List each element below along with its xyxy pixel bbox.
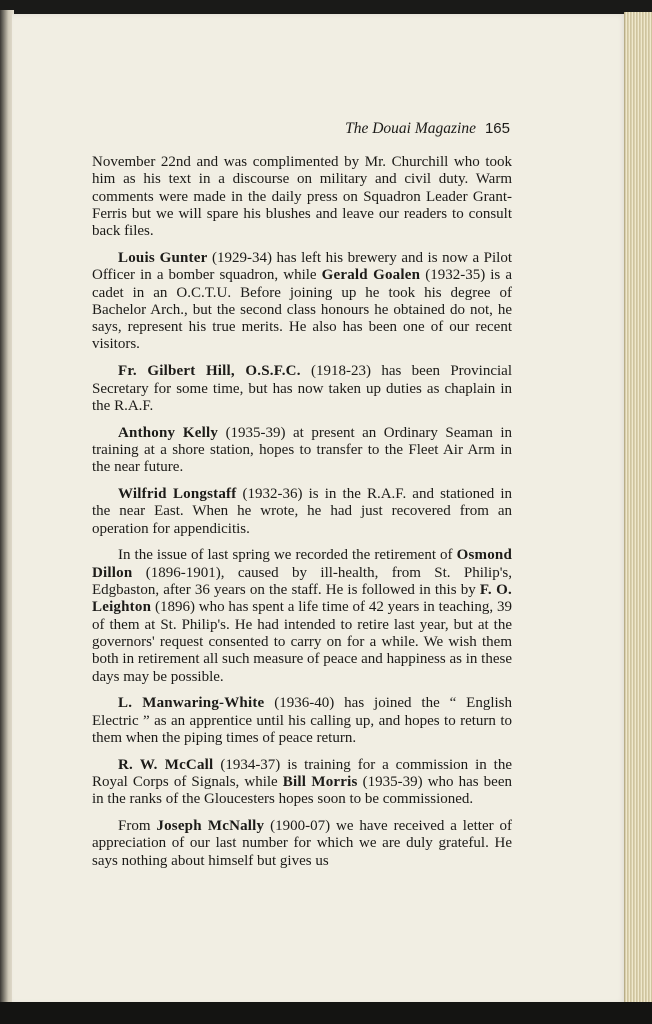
paragraph-text: (1936-40) has joined the “ English Electric ” as an apprentice until his calling up, and hopes to return to them when the piping times of peace return.: [92, 695, 513, 746]
article-body: [92, 154, 512, 879]
paragraph-text: (1932-35) is a cadet in an O.C.T.U. Before joining up he took his degree of Bachelor Arch., but the second class honours he obtained do not, he says, represent his true merits. He also has been one of our recent visitors.: [92, 267, 512, 353]
person-name: Gerald Goalen: [321, 267, 421, 284]
paragraph-text: (1896) who has spent a life time of 42 years in teaching, 39 of them at St. Philip's. He had intended to retire last year, but at the governors' request consented to carry on for a while. We wish them both in retirement all such measure of peace and happiness as in these days may be possible.: [92, 599, 512, 685]
person-name: Wilfrid Longstaff: [118, 486, 237, 503]
person-name: Louis Gunter: [118, 249, 208, 266]
paragraph-text: (1918-23) has been Provincial Secretary for some time, but has now taken up duties as chaplain in the R.A.F.: [92, 363, 513, 414]
paragraph-text: (1935-39) who has been in the ranks of the Gloucesters hopes soon to be commissioned.: [92, 774, 512, 808]
paragraph: [92, 154, 512, 240]
running-header: [92, 120, 510, 138]
magazine-title: The Douai Magazine: [345, 120, 476, 137]
person-name: Osmond Dillon: [92, 547, 512, 581]
paragraph-text: (1929-34) has left his brewery and is now a Pilot Officer in a bomber squadron, while: [92, 249, 513, 284]
paragraph-text: November 22nd and was complimented by Mr. Churchill who took him as his text in a discourse on military and civil duty. Warm comments were made in the daily press on Squadron Leader Grant-Ferris but we will spare his blushes and leave our readers to consult back files.: [92, 154, 512, 240]
paragraph-text: (1900-07) we have received a letter of appreciation of our last number for which we are duly grateful. He says nothing about himself but gives us: [92, 818, 512, 869]
page-edges: [624, 12, 652, 1004]
person-name: R. W. McCall: [118, 756, 214, 773]
paragraph-text: (1896-1901), caused by ill-health, from St. Philip's, Edgbaston, after 36 years on the staff. He is followed in this by: [92, 564, 512, 599]
paragraph-text: (1932-36) is in the R.A.F. and stationed in the near East. When he wrote, he had just recovered from an operation for appendicitis.: [92, 486, 513, 537]
paragraph: [92, 547, 512, 685]
paragraph-text: (1934-37) is training for a commission in the Royal Corps of Signals, while: [92, 756, 512, 790]
person-name: Anthony Kelly: [118, 424, 219, 441]
paragraph: [92, 818, 512, 870]
paragraph: [92, 363, 512, 415]
paragraph-text: From: [118, 818, 157, 835]
person-name: F. O. Leighton: [92, 582, 513, 616]
paragraph: [92, 486, 512, 538]
person-name: Joseph McNally: [156, 818, 265, 835]
page-number: 165: [484, 120, 510, 137]
paragraph: [92, 695, 512, 747]
person-name: L. Manwaring-White: [118, 695, 265, 712]
paragraph-text: In the issue of last spring we recorded the retirement of: [118, 547, 457, 564]
person-name: Bill Morris: [282, 774, 358, 790]
paragraph: [92, 425, 512, 477]
bottom-shadow: [0, 1002, 652, 1024]
paragraph: [92, 757, 512, 809]
person-name: Fr. Gilbert Hill, O.S.F.C.: [118, 363, 301, 380]
paragraph-text: (1935-39) at present an Ordinary Seaman in training at a shore station, hopes to transfer to the Fleet Air Arm in the near future.: [92, 424, 512, 476]
paragraph: [92, 250, 512, 354]
